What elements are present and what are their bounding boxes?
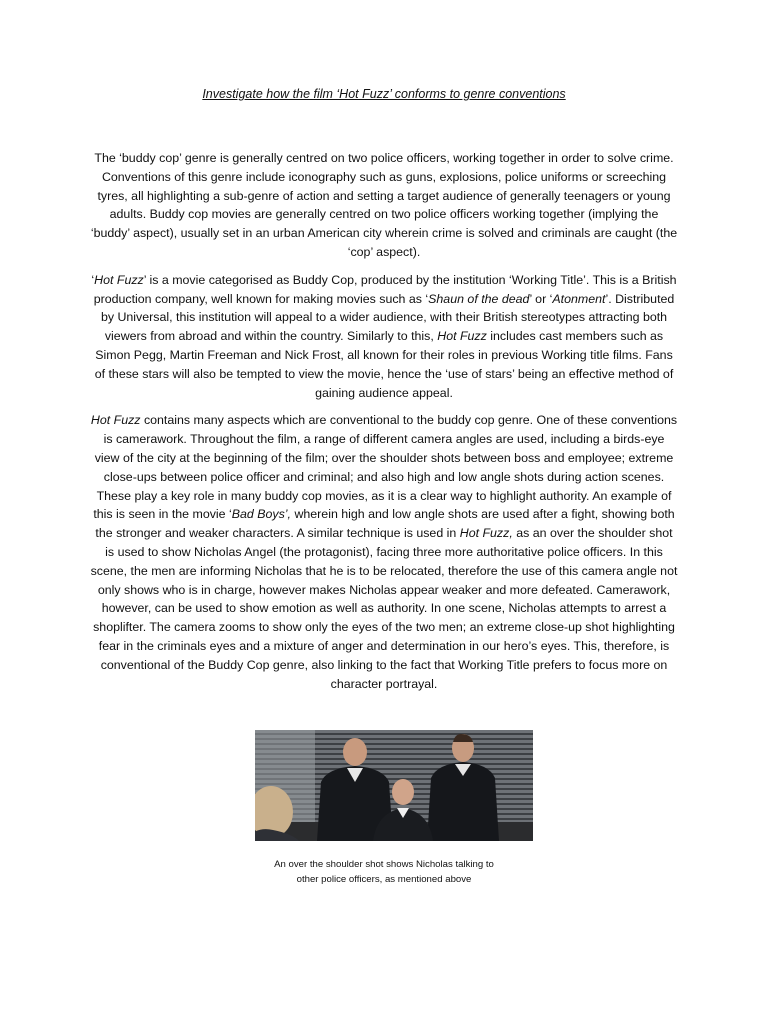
paragraph-camerawork	[90, 411, 678, 693]
italic-title-text: Atonment	[552, 291, 606, 306]
paragraph-text: ’ or ‘	[529, 291, 553, 306]
paragraph-institution	[90, 271, 678, 403]
paragraph-text: ’ is a movie categorised as Buddy Cop, produced by the institution ‘Working Title’. This is a British production company, well known for making movies such as ‘	[93, 272, 677, 306]
italic-title-text: Bad Boys’,	[231, 507, 291, 522]
paragraph-text: ’. Distributed by Universal, this institution will appeal to a wider audience, with their British stereotypes attracting both viewers from abroad and within the country. Similarly to this,	[100, 291, 675, 344]
paragraph-text: includes cast members such as Simon Pegg, Martin Freeman and Nick Frost, all known for their roles in previous Working title films. Fans of these stars will also be tempted to view the movie, hence the ‘use of stars’ being an effective method of gaining audience appeal.	[94, 329, 674, 400]
caption-line-1: An over the shoulder shot shows Nicholas talking to	[274, 859, 494, 870]
paragraph-buddy-cop-genre	[90, 149, 678, 262]
paragraph-text: ‘	[91, 272, 95, 287]
image-caption	[0, 857, 768, 887]
italic-title-text: Hot Fuzz	[437, 329, 487, 344]
film-still-image	[255, 730, 533, 841]
paragraph-text: contains many aspects which are conventional to the buddy cop genre. One of these conventions is camerawork. Throughout the film, a range of different camera angles are used, including a birds-eye view of the city at the beginning of the film; over the shoulder shots between boss and employee; extreme close-ups between police officer and criminal; and also high and low angle shots during action scenes. These play a key role in many buddy cop movies, as it is a clear way to highlight authority. An example of this is seen in the movie ‘	[93, 413, 678, 522]
italic-title-text: Hot Fuzz	[90, 413, 141, 428]
italic-title-text: Hot Fuzz,	[459, 526, 513, 541]
italic-title-text: Shaun of the dead	[428, 291, 530, 306]
document-title: Investigate how the film ‘Hot Fuzz’ conforms to genre conventions	[202, 87, 566, 101]
paragraph-text: wherein high and low angle shots are used after a fight, showing both the stronger and weaker characters. A similar technique is used in	[95, 507, 675, 541]
document-body	[90, 149, 678, 702]
italic-title-text: Hot Fuzz	[94, 272, 144, 287]
paragraph-text: The ‘buddy cop’ genre is generally centred on two police officers, working together in order to solve crime. Conventions of this genre include iconography such as guns, explosions, police uniforms or screeching tyres, all highlighting a sub-genre of action and setting a target audience of generally teenagers or young adults. Buddy cop movies are generally centred on two police officers working together (implying the ‘buddy’ aspect), usually set in an urban American city wherein crime is solved and criminals are caught (the ‘cop’ aspect).	[90, 151, 678, 259]
paragraph-text: as an over the shoulder shot is used to show Nicholas Angel (the protagonist), facing three more authoritative police officers. In this scene, the men are informing Nicholas that he is to be relocated, therefore the use of this camera angle not only shows who is in charge, however makes Nicholas appear weaker and more defeated. Camerawork, however, can be used to show emotion as well as authority. In one scene, Nicholas attempts to arrest a shoplifter. The camera zooms to show only the eyes of the two men; an extreme close-up shot highlighting fear in the criminals eyes and a mixture of anger and determination in our hero’s eyes. This, therefore, is conventional of the Buddy Cop genre, also linking to the fact that Working Title prefers to focus more on character portrayal.	[90, 526, 678, 691]
caption-line-2: other police officers, as mentioned above	[296, 874, 472, 885]
